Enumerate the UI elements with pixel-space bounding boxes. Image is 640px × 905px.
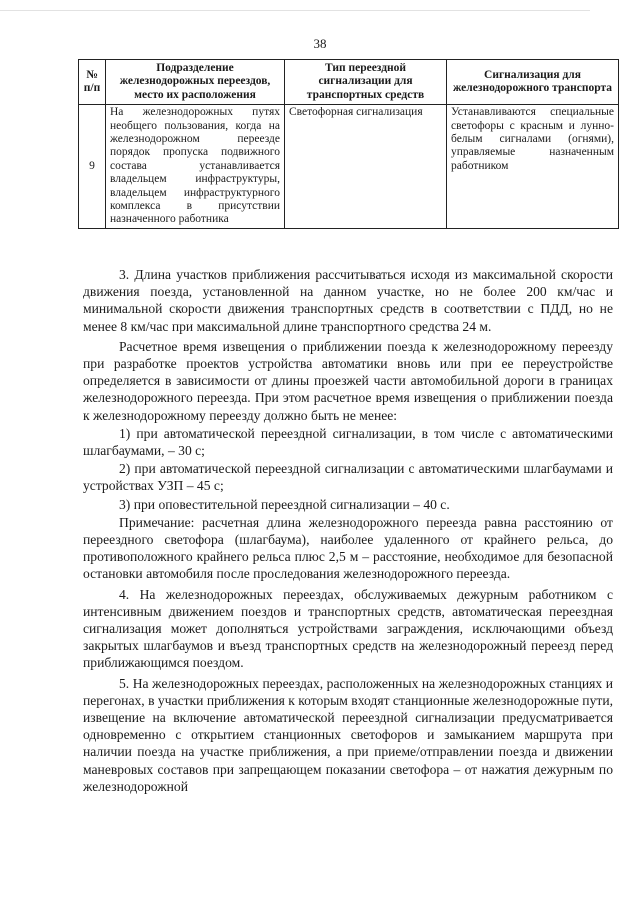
header-rail-signal: Сигнализация для железнодорожного транспорта bbox=[447, 60, 619, 105]
document-body bbox=[83, 266, 613, 795]
scan-edge-line bbox=[0, 10, 590, 11]
row-unit: На железнодорожных путях необщего пользования, когда на железнодорожном переезде порядок пропуска подвижного состава устанавливается владельцем инфраструктуры, владельцем инфраструктурного комплекса в присутствии назначенного работника bbox=[106, 105, 285, 229]
row-num: 9 bbox=[79, 105, 106, 229]
page-number: 38 bbox=[313, 36, 327, 51]
paragraph-station-crossings: 5. На железнодорожных переездах, расположенных на железнодорожных станциях и перегонах, в участки приближения к которым входят станционные железнодорожные пути, извещение на включение автоматической переездной сигнализации предусматривается одновременно с открытием станционных светофоров и замыканием маршрута при наличии поезда на участке приближения, а при приеме/отправлении поезда и движении маневровых составов при запрещающем показании светофора – от нажатия дежурным по железнодорожной bbox=[83, 675, 613, 794]
header-signal-type: Тип переездной сигнализации для транспортных средств bbox=[285, 60, 447, 105]
table-row bbox=[79, 105, 619, 229]
list-item: 3) при оповестительной переездной сигнализации – 40 с. bbox=[119, 496, 450, 512]
paragraph-barrier-devices: 4. На железнодорожных переездах, обслуживаемых дежурным работником с интенсивным движением поездов и транспортных средств, автоматическая переездная сигнализация может дополняться устройствами заграждения, исключающими объезд закрытых шлагбаумов и въезд транспортных средств на железнодорожный переезд перед приближающимся поездом. bbox=[83, 586, 613, 671]
paragraph-notification-time: Расчетное время извещения о приближении поезда к железнодорожному переезду при разработке проектов устройства автоматики вновь или при ее переустройстве определяется в зависимости от длины проезжей части автомобильной дороги в границах железнодорожного переезда. При этом расчетное время извещения о приближении поезда к железнодорожному переезду должно быть не менее: bbox=[83, 338, 613, 423]
table-header-row bbox=[79, 60, 619, 105]
row-signal-type: Светофорная сигнализация bbox=[285, 105, 447, 229]
paragraph-approach-length: 3. Длина участков приближения рассчитываться исходя из максимальной скорости движения поезда, установленной на данном участке, но не более 200 км/час и минимальной скорости движения транспортных средств в соответствии с ПДД, но не менее 8 км/час при максимальной длине транспортного средства 24 м. bbox=[83, 267, 613, 334]
list-item: 1) при автоматической переездной сигнализации, в том числе с автоматическими шлагбаумами, – 30 с; bbox=[83, 425, 613, 459]
crossing-table bbox=[78, 59, 619, 229]
header-unit: Подразделение железнодорожных переездов, место их расположения bbox=[106, 60, 285, 105]
list-item: 2) при автоматической переездной сигнализации с автоматическими шлагбаумами и устройствах УЗП – 45 с; bbox=[83, 461, 613, 494]
paragraph-note: Примечание: расчетная длина железнодорожного переезда равна расстоянию от переездного светофора (шлагбаума), наиболее удаленного от крайнего рельса, до противоположного крайнего рельса плюс 2,5 м – расстояние, необходимое для безопасной остановки автомобиля после проследования железнодорожного переезда. bbox=[83, 514, 613, 582]
row-rail-signal: Устанавливаются специальные светофоры с красным и лунно-белым сигналами (огнями), управляемые назначенным работником bbox=[447, 105, 619, 229]
header-num: № п/п bbox=[79, 60, 106, 105]
